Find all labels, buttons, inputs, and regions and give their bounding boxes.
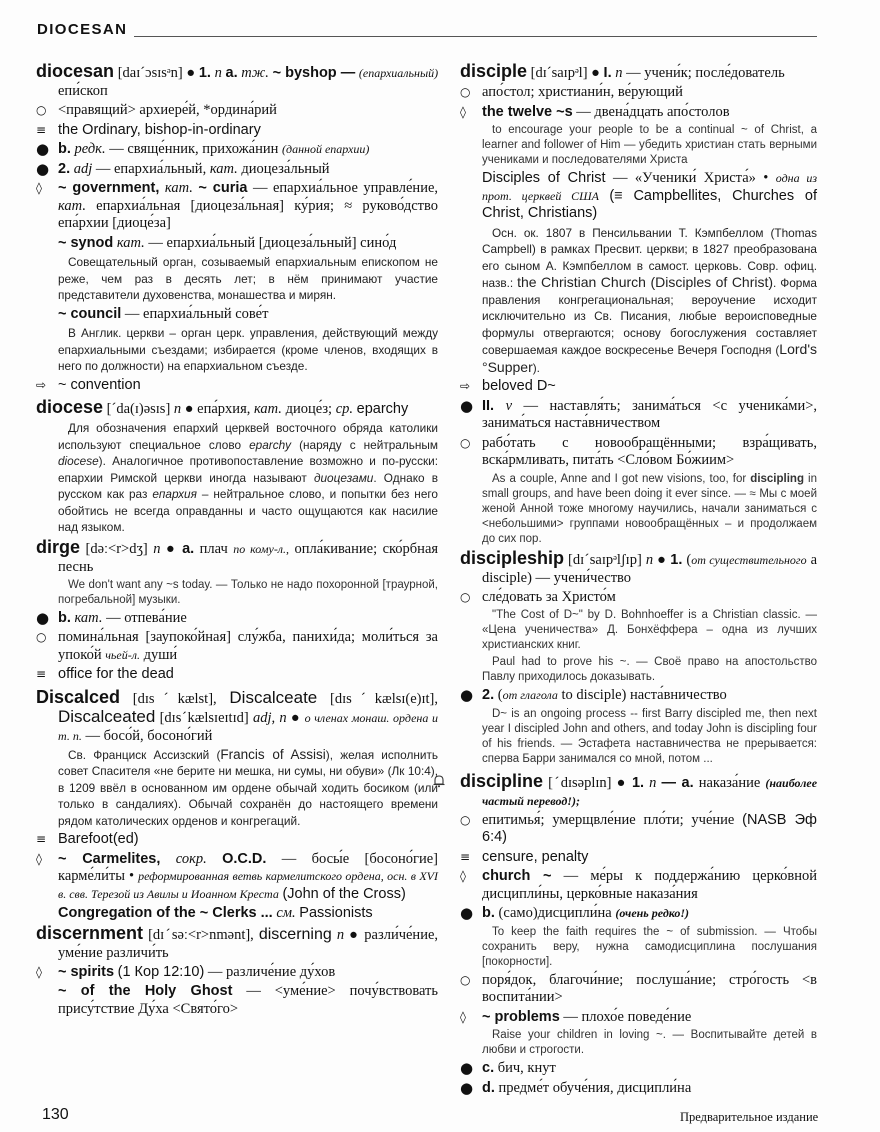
note-text: В Англик. церкви – орган церк. управления, действующий между епархиальными съездами; избирается (кроме членов, входящих в него по должности) на епархиальном съезде. — [58, 326, 438, 373]
equivalent-text: Barefoot(ed) — [58, 831, 139, 847]
example-term: discipling — [750, 472, 804, 485]
paren: ( — [686, 551, 692, 568]
equiv-icon: ≡ — [36, 832, 47, 846]
encyclopedic-note — [36, 325, 438, 375]
translation: опла́кивание; ско́рбная песнь — [58, 540, 439, 575]
bullet-icon: ● — [460, 686, 474, 704]
phrase-problems — [460, 1009, 817, 1027]
phrase: ~ council — [58, 305, 122, 322]
running-head: DIOCESAN — [37, 21, 128, 38]
bullet-icon: ● — [165, 540, 177, 557]
synonym-text: души́ — [143, 646, 178, 663]
pos-label: adj, n — [252, 709, 287, 726]
synonyms: (≡ Campbellites, Churches of Christ, Christians) — [482, 187, 818, 221]
entry-head — [36, 538, 438, 576]
encyclopedic-note — [460, 225, 817, 377]
note-term: eparchy — [249, 437, 292, 452]
bullet-icon: ● — [349, 926, 360, 943]
equiv-icon: ≡ — [36, 667, 47, 681]
headword: Discalced — [36, 686, 121, 707]
translation: — свяще́нник, прихожа́нин — [109, 141, 279, 157]
synonym-line — [36, 629, 438, 664]
translation: — двена́дцать апо́столов — [576, 103, 730, 120]
example — [460, 925, 817, 970]
encyclopedic-note — [36, 420, 438, 536]
translation: бич, кнут — [497, 1060, 556, 1076]
headword: diocese — [36, 397, 104, 417]
pos-label: n — [214, 65, 222, 81]
phrase: ~ government, — [58, 180, 160, 196]
equivalent-line — [36, 831, 438, 849]
left-column — [36, 62, 438, 1019]
phrase: Congregation of the ~ Clerks ... — [58, 905, 273, 921]
pos-label: n — [645, 551, 654, 568]
phrase-holy-ghost — [36, 983, 438, 1018]
sense-label: b. — [58, 141, 71, 157]
pos-label: n — [173, 401, 182, 417]
phrase: ~ synod — [58, 234, 114, 251]
bullet-icon: ● — [184, 401, 194, 417]
sense-number: 1. — [198, 65, 211, 81]
phrase-congregation — [36, 905, 438, 923]
example-text: Paul had to prove his ~. — Своё право на апостольство Павлу приходилось доказывать. — [482, 656, 817, 683]
cross-reference[interactable]: ~ convention — [58, 376, 141, 393]
sense-label: b. — [58, 609, 71, 626]
transcription: [dɪsˊkælsɪeɪtɪd] — [159, 709, 249, 726]
translation: епи́скоп — [58, 83, 108, 99]
phrase-government — [36, 180, 438, 233]
bullet-icon: ● — [460, 396, 474, 415]
bullet-icon: ● — [186, 65, 196, 81]
sense-label: II. — [482, 397, 495, 414]
sense-c — [460, 1060, 817, 1078]
transcription: [ˊdɪsəplɪn] — [548, 774, 612, 791]
headword: discipleship — [460, 547, 565, 568]
entry-discipline — [460, 772, 817, 1098]
translation: — епархиа́льное управле́ние, — [252, 180, 439, 196]
example — [460, 608, 817, 685]
translation: предме́т обуче́ния, дисципли́на — [498, 1079, 692, 1096]
entry-head — [36, 924, 438, 962]
usage-label: от существительного — [691, 552, 807, 567]
equivalent-text: office for the dead — [58, 666, 174, 682]
page-number: 130 — [42, 1106, 69, 1123]
note-term: diocese — [58, 454, 99, 468]
usage-label: о членах монаш. ордена и т. п. — [58, 710, 438, 743]
headword-variant: discerning — [258, 925, 332, 943]
usage-label: редк. — [74, 141, 106, 157]
note-text: ). — [532, 360, 540, 375]
pos-label: n — [649, 774, 657, 791]
headword: discernment — [36, 922, 144, 943]
phrase-carmelites — [36, 851, 438, 904]
example — [460, 707, 817, 767]
translation: — <уме́ние> почу́вствовать прису́тствие Ду́ха <Свято́го> — [58, 983, 439, 1017]
bullet-icon: ● — [657, 551, 667, 568]
sense-number: 1. — [670, 551, 683, 568]
circle-icon: ○ — [36, 630, 47, 644]
transcription: [dɪˊsaɪpᵊl] — [530, 65, 588, 81]
star-icon: • — [128, 868, 135, 884]
note-text: ). Аналогичное противопоставление возможно и по-русски: епархии Римской церкви иногда называют — [58, 454, 438, 485]
headword: disciple — [460, 61, 528, 81]
sense-2 — [460, 687, 817, 705]
diamond-icon: ◊ — [460, 869, 466, 883]
translation: — босо́й, босоно́гий — [85, 727, 213, 744]
note-term: Lord's °Supper — [482, 341, 817, 375]
example-text: To keep the faith requires the ~ of submission. — Чтобы сохранить веру, нужна самодисциплина послушания [покорности]. — [482, 925, 817, 968]
circle-icon: ○ — [36, 103, 47, 117]
usage-label: от глагола — [502, 688, 558, 702]
example — [460, 123, 817, 168]
compare-label: ср. — [335, 401, 354, 417]
transcription: [dɪˊsaɪpᵊlʃɪp] — [568, 551, 642, 568]
circle-icon: ○ — [460, 972, 471, 987]
subsense-label: — a. — [661, 774, 694, 791]
translation: епа́рхия, — [197, 401, 251, 417]
synonym-text: сле́довать за Христо́м — [482, 588, 616, 605]
entry-discernment — [36, 924, 438, 1019]
example-text: to encourage your people to be a continual ~ of Christ, a learner and follower of Him — убедить христиан стать верными учениками и последователями Христа — [482, 124, 817, 166]
translation: — плохо́е поведе́ние — [563, 1008, 692, 1025]
usage-label: кат. — [253, 401, 282, 417]
headword: discipline — [460, 770, 544, 791]
usage-label: кат. — [74, 609, 103, 626]
bullet-icon: ● — [460, 1078, 474, 1097]
arrow-icon: ⇨ — [36, 377, 47, 392]
sense-b — [460, 905, 817, 923]
usage-note: (наиболее частый перевод!); — [482, 775, 818, 808]
transcription: [daɪˊɔsɪsᵊn] — [117, 65, 183, 81]
headword: dirge — [36, 536, 81, 557]
bible-reference: (1 Кор 12:10) — [117, 963, 205, 980]
equivalent-line — [36, 666, 438, 684]
synonym-line — [460, 84, 817, 102]
equivalent-text: the Ordinary, bishop-in-ordinary — [58, 121, 261, 138]
paren-note: (данной епархии) — [282, 142, 370, 156]
translation: — епархиа́льный, — [95, 160, 207, 177]
note-text: . Однако в русском как раз — [58, 470, 438, 501]
abbreviation: O.C.D. — [222, 850, 267, 867]
entry-disciple — [460, 62, 817, 547]
bullet-icon: ● — [36, 140, 50, 158]
translation: — учени́к; после́дователь — [626, 65, 785, 81]
synonym-line — [460, 435, 817, 470]
entry-head — [36, 62, 438, 100]
usage-note: (очень редко!) — [615, 906, 690, 920]
diamond-icon: ◊ — [460, 1009, 466, 1024]
usage-label: чьей-л. — [105, 647, 140, 662]
pos-label: n — [153, 540, 161, 557]
example-text: D~ is an ongoing process -- first Barry discipled me, then next year I discipled John and others, and today John is discipling four of his friends. — Эстафета наставничества не прерывается: сперва Барри занимался со мной, потом ... — [482, 707, 817, 765]
translation: разли́че́ние, уме́ние различи́ть — [58, 926, 439, 961]
phrase: church ~ — [482, 868, 552, 884]
entry-head — [460, 549, 817, 587]
see-also[interactable] — [460, 378, 817, 396]
equivalent-line — [460, 849, 817, 867]
diamond-icon: ◊ — [36, 964, 42, 979]
phrase: ~ spirits — [58, 963, 115, 980]
note-text: Для обозначения епархий церквей восточного обряда католики используют специальное слово — [58, 421, 438, 452]
note-text: Осн. ок. 1807 в Пенсильвании Т. Кэмпбеллом (Thomas Campbell) в рамках Пресвит. церкви; в 1827 преобразована его сыном А. Кэмпбеллом в самост. церковь. Совр. офиц. назв.: — [482, 225, 817, 290]
cross-reference: eparchy — [356, 401, 409, 417]
phrase: ~ of the Holy Ghost — [58, 983, 233, 999]
translation: a disciple) — учени́чество — [482, 551, 818, 586]
circle-icon: ○ — [460, 812, 471, 827]
translation: — епархиа́льный [диоцеза́льный] сино́д — [148, 234, 397, 251]
phrase: Disciples of Christ — [482, 170, 606, 186]
example-text: "The Cost of D~" by D. Bohnhoeffer is a Christian classic. — «Цена ученичества» Д. Бонхёффера – одна из лучших христианских книг. — [482, 609, 817, 651]
entry-discipleship — [460, 549, 817, 767]
headword-variant: Discalceated — [58, 706, 156, 726]
sense-label: 2. — [58, 160, 71, 177]
entry-head — [36, 688, 438, 745]
sense-label: b. — [482, 905, 495, 921]
entry-diocesan — [36, 62, 438, 394]
paren-note: (епархиальный) — [358, 66, 439, 80]
note-term: Francis of Assisi — [220, 746, 326, 762]
page-footer — [0, 1102, 880, 1132]
see-also[interactable] — [36, 377, 438, 395]
transcription: [dɪsˊkælst], — [132, 690, 217, 707]
translation: диоце́з; — [285, 401, 333, 417]
phrase: ~ byshop — — [272, 65, 356, 81]
cross-reference[interactable]: beloved D~ — [482, 378, 556, 394]
phrase-twelve — [460, 104, 817, 122]
phrase-council — [36, 306, 438, 324]
note-text: ), желая исполнить совет Спасителя «не берите ни мешка, ни сумы, ни обуви» (Лк 10:4), в 1209 ввёл в основанном им ордене обычай ходить босиком (или только в сандалиях). Обычай сохранён до настоящего времени рядом католических орденов и конгрегаций. — [58, 747, 439, 828]
phrase-disciples-of-christ — [460, 170, 817, 223]
sense-label: 2. — [482, 687, 495, 703]
translation: — отпева́ние — [106, 609, 187, 626]
sense-d — [460, 1080, 817, 1098]
headword: diocesan — [36, 61, 115, 81]
encyclopedic-note — [36, 747, 438, 830]
subsense-label: a. — [182, 540, 195, 557]
example-text: in small groups, and have been doing it ever since. — ≈ Мы с моей женой Анной тоже многому научились, начали заниматься с <небольшими> группами новообращённых – и продолжаем до сих пор. — [482, 472, 817, 545]
circle-icon: ○ — [460, 589, 471, 604]
see-label: см. — [276, 905, 296, 921]
synonym-text: рабо́тать с новообращёнными; взра́щивать, вска́рмливать, пита́ть <Сло́вом Бо́жиим> — [482, 434, 817, 468]
note-term: the Christian Church (Disciples of Christ) — [517, 274, 774, 290]
sense-b — [36, 610, 438, 628]
equiv-icon: ≡ — [460, 849, 471, 864]
circle-icon: ○ — [460, 85, 471, 99]
note-term: диоцезами — [313, 470, 374, 485]
paren: ( — [497, 687, 503, 703]
diamond-icon: ◊ — [460, 104, 466, 119]
phrase-synod — [36, 235, 438, 253]
phrase: ~ problems — [482, 1008, 560, 1025]
note-text: Св. Франциск Ассизский ( — [68, 747, 221, 762]
translation: — «Ученики́ Христа́» — [612, 170, 756, 186]
sense-label: d. — [482, 1079, 495, 1096]
usage-note: реформированная ветвь кармелитского ордена, осн. в XVI в. свв. Терезой из Авилы и Иоанном Креста — [58, 869, 438, 901]
sense-b — [36, 141, 438, 159]
synonym-line — [460, 972, 817, 1007]
entry-dirge — [36, 538, 438, 684]
translation: (само)дисципли́на — [498, 905, 612, 921]
pos-label: adj — [73, 160, 93, 177]
translation: — различе́ние ду́хов — [207, 963, 336, 980]
phrase-church — [460, 868, 817, 903]
transcription: [dɪsˊkælsɪ(e)ɪt], — [330, 690, 439, 707]
usage-label: сокр. — [175, 850, 207, 867]
bullet-icon: ● — [36, 608, 50, 627]
arrow-icon: ⇨ — [460, 379, 471, 393]
transcription: [dəː<r>dʒ] — [85, 540, 148, 557]
headword-variant: Discalceate — [229, 687, 318, 707]
header-rule — [134, 36, 817, 37]
transcription: [ˊda(ɪ)əsɪs] — [106, 401, 171, 417]
entry-diocese — [36, 398, 438, 536]
usage-label: по кому-л., — [233, 541, 290, 556]
diamond-icon: ◊ — [36, 851, 42, 866]
note-text: – нейтральное слово, и попытки без него обойтись не всегда оправданны и часто ощущаются как насилие над языком. — [58, 487, 438, 534]
translation: — босы́е [босоно́гие] карме́ли́ты — [58, 850, 439, 884]
bullet-icon: ● — [460, 1059, 474, 1077]
example — [460, 1028, 817, 1058]
edition-note: Предварительное издание — [680, 1110, 819, 1124]
sense-number: I. — [603, 65, 612, 81]
diamond-icon: ◊ — [36, 181, 42, 195]
sense-2 — [36, 161, 438, 179]
synonym-line — [460, 812, 817, 847]
bullet-icon: ● — [460, 904, 474, 922]
bullet-icon: ● — [290, 709, 301, 726]
synonym-text: поря́док, благочи́ние; послуша́ние; стро́гость <в воспита́нии> — [482, 971, 817, 1005]
circle-icon: ○ — [460, 435, 471, 450]
equiv-icon: ≡ — [36, 122, 47, 137]
synonym-text: епитимья́; умерщвле́ние пло́ти; уче́ние — [482, 811, 735, 828]
synonym-text: апо́стол; христиани́н, ве́рующий — [482, 84, 683, 100]
usage-label: кат. — [58, 197, 86, 214]
translation: наказа́ние — [698, 774, 761, 791]
translation: плач — [199, 540, 228, 557]
usage-note: одна из прот. церквей США — [482, 171, 818, 203]
example-text: Raise your children in loving ~. — Воспитывайте детей в любви и строгости. — [482, 1029, 817, 1056]
sense-verb — [460, 398, 817, 433]
bullet-icon: ● — [616, 774, 627, 791]
sense-number: 1. — [631, 774, 645, 791]
sense-label: c. — [482, 1060, 495, 1076]
entry-head — [460, 772, 817, 810]
phrase: ~ Carmelites, — [58, 850, 161, 867]
bullet-icon: ● — [591, 65, 600, 81]
example — [460, 472, 817, 547]
usage-label: тж. — [241, 65, 269, 81]
equivalent-text: censure, penalty — [482, 848, 589, 865]
phrase: ~ curia — [198, 180, 248, 196]
bible-reference: (NASB Эф 6:4) — [482, 811, 817, 845]
synonym-line — [460, 589, 817, 607]
usage-label: кат. — [164, 180, 193, 196]
note-text: . Форма правления конгрегациональная; вероучение исходит исключительно из Св. Писания, любые вероисповедные формулы отвергаются; основу богослужения составляет совершаемая каждое воскресенье Вечеря Господня ( — [482, 276, 817, 357]
phrase-spirits — [36, 964, 438, 982]
entry-head — [460, 62, 817, 82]
subsense-label: a. — [225, 65, 238, 81]
pos-label: n — [336, 926, 345, 943]
note-text: (наряду с нейтральным — [291, 437, 438, 452]
phrase: the twelve ~s — [482, 103, 573, 120]
pos-label: n — [615, 65, 623, 81]
translation: епархиа́льная [диоцеза́льная] ку́рия; ≈ руково́дство епа́рхии [диоце́за] — [58, 197, 438, 231]
encyclopedic-note — [36, 254, 438, 304]
usage-label: кат. — [116, 234, 145, 251]
entry-head — [36, 398, 438, 418]
example-text: We don't want any ~s today. — Только не надо похоронной [траурной, погребальной] музыки. — [58, 578, 438, 606]
usage-label: кат. — [209, 160, 238, 177]
bullet-icon: ● — [36, 159, 50, 178]
note-text: Совещательный орган, созываемый епархиальным епископом не реже, чем раз в десять лет; в нём принимают участие представители духовенства, монашества и мирян. — [58, 255, 438, 302]
star-icon: • — [763, 170, 769, 186]
cross-reference[interactable]: Passionists — [299, 905, 373, 921]
translation: — наставля́ть; занима́ться <с ученика́ми>, занима́ться наста́вничеством — [482, 397, 818, 431]
pos-label: v — [505, 397, 513, 414]
note-term: епархия — [152, 487, 197, 501]
synonym-text: <правящий> архиере́й, *ордина́рий — [58, 102, 277, 118]
english-name: (John of the Cross) — [282, 885, 406, 902]
translation: диоцеза́льный — [241, 160, 330, 177]
example-text: As a couple, Anne and I got new visions, too, for — [492, 472, 751, 485]
translation: — ме́ры к поддержа́нию церко́вной дисципли́ны, церко́вные наказа́ния — [482, 868, 818, 902]
transcription: [dɪˊsəː<r>nmənt], — [148, 926, 254, 943]
example — [36, 578, 438, 608]
translation: to disciple) наста́вничество — [561, 687, 727, 703]
synonym-text: помина́льная [заупоко́йная] слу́жба, панихи́да; моли́ться за упоко́й — [58, 629, 438, 663]
synonym-line — [36, 102, 438, 120]
entry-discalced — [36, 688, 438, 923]
equivalent-line — [36, 122, 438, 140]
translation: — епархиа́льный сове́т — [124, 305, 269, 322]
bell-icon — [432, 774, 446, 788]
right-column — [460, 62, 817, 1098]
